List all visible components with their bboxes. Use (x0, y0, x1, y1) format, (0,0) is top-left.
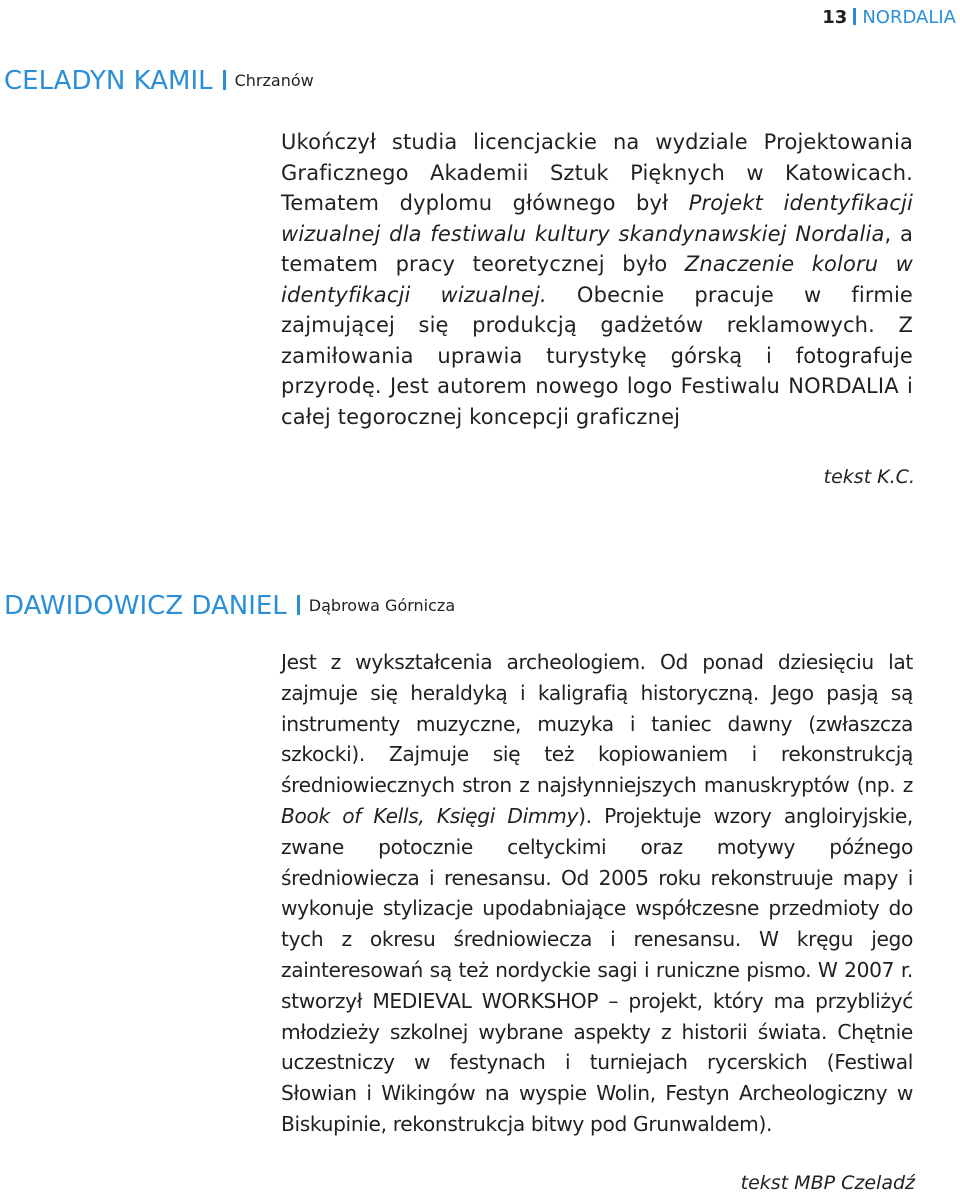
bio-text: Obecnie pracuje w firmie zajmującej się produkcją gadżetów reklamowych. Z zamiłowania uprawia turystykę górską i fotografuje przyrodę. Jest autorem nowego logo Festiwalu NORDALIA i całej tegorocznej koncepcji graficznej (281, 282, 913, 429)
biography-paragraph (281, 127, 913, 432)
separator-bar (223, 70, 226, 90)
person-name: DAWIDOWICZ DANIEL (4, 591, 287, 621)
separator-bar (297, 595, 300, 615)
person-location: Chrzanów (234, 70, 314, 90)
bio-text: ). Projektuje wzory angloiryjskie, zwane potocznie celtyckimi oraz motywy późnego średniowiecza i renesansu. Od 2005 roku rekonstruuje mapy i wykonuje stylizacje upodabniające współczesne przedmioty do tych z okresu średniowiecza i renesansu. W kręgu jego zainteresowań są też nordyckie sagi i runiczne pismo. W 2007 r. stworzył MEDIEVAL WORKSHOP – projekt, który ma przybliżyć młodzieży szkolnej wybrane aspekty z historii świata. Chętnie uczestniczy w festynach i turniejach rycerskich (Festiwal Słowian i Wikingów na wyspie Wolin, Festyn Archeologiczny w Biskupinie, rekonstrukcja bitwy pod Grunwaldem). (281, 803, 914, 1136)
biography-text (281, 127, 913, 432)
author-credit: tekst MBP Czeladź (740, 1172, 915, 1194)
page-header (822, 6, 956, 30)
entry-heading (4, 66, 314, 97)
biography-text (281, 647, 913, 1140)
bio-italic-title: Znaczenie koloru w identyfikacji wizualnej. (281, 252, 913, 307)
bio-italic-title: Book of Kells, Księgi Dimmy (281, 803, 579, 828)
entry-heading (4, 591, 455, 622)
biography-paragraph (281, 647, 913, 1140)
person-location: Dąbrowa Górnicza (308, 595, 456, 615)
bio-text: Jest z wykształcenia archeologiem. Od ponad dziesięciu lat zajmuje się heraldyką i kaligrafią historyczną. Jego pasją są instrumenty muzyczne, muzyka i taniec dawny (zwłaszcza szkocki). Zajmuje się też kopiowaniem i rekonstrukcją średniowiecznych stron z najsłynniejszych manuskryptów (np. z (281, 650, 913, 798)
bio-italic-title: Projekt identyfikacji wizualnej dla festiwalu kultury skandynawskiej Nordalia (281, 191, 913, 246)
bio-text: , a tematem pracy teoretycznej było (281, 221, 914, 276)
journal-title: NORDALIA (862, 7, 956, 28)
bio-text: Ukończył studia licencjackie na wydziale Projektowania Graficznego Akademii Sztuk Pięknych w Katowicach. Tematem dyplomu głównego był (281, 130, 913, 215)
separator-bar (853, 8, 856, 25)
page-number: 13 (822, 7, 848, 28)
author-credit: tekst K.C. (823, 466, 915, 488)
person-name: CELADYN KAMIL (4, 66, 213, 96)
